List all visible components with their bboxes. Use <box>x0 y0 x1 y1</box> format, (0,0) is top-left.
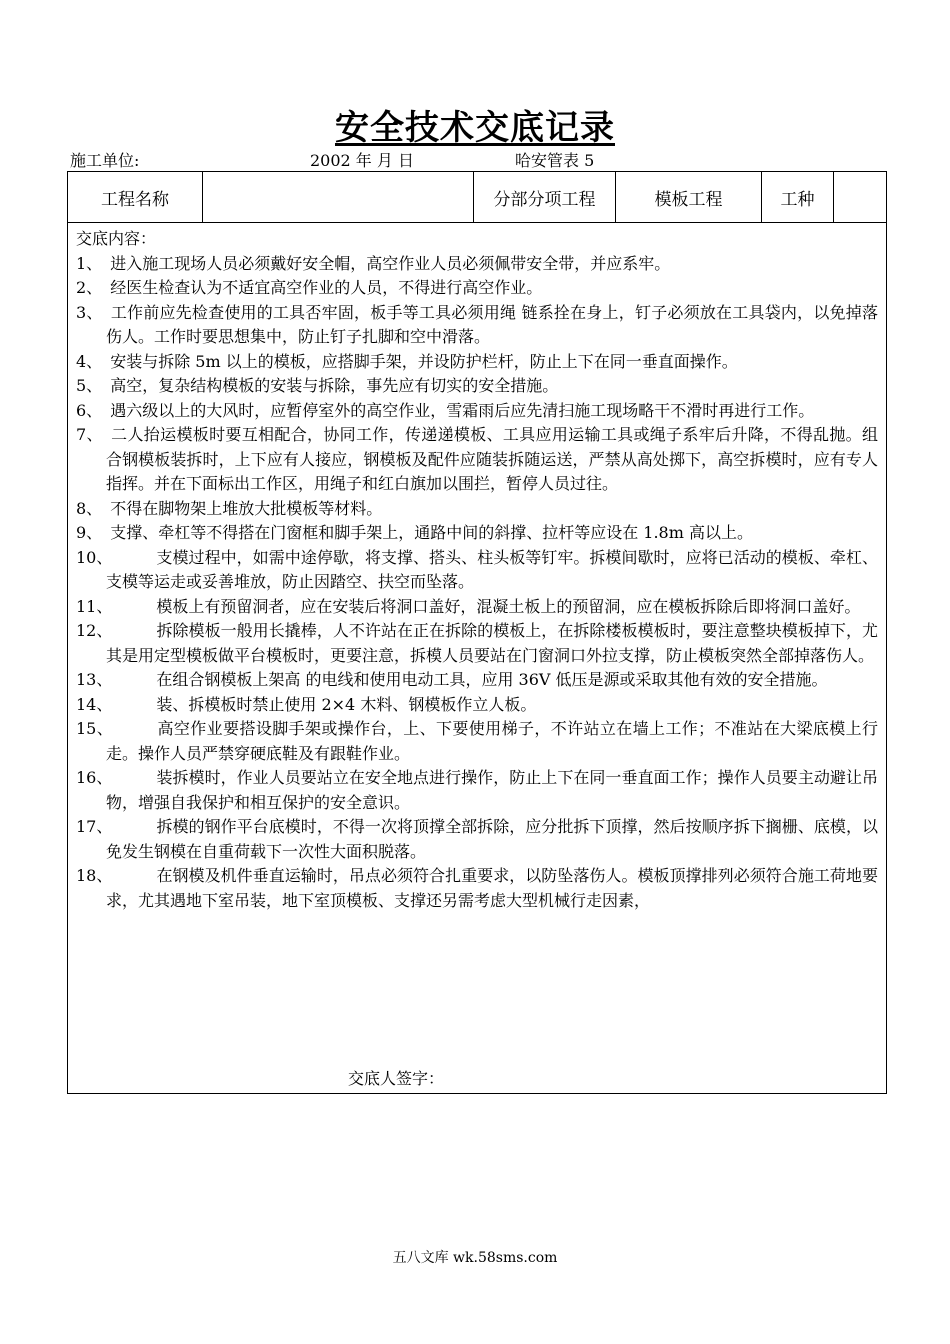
date-field: 2002 年 月 日 <box>310 151 414 170</box>
list-item-text: 高空作业要搭设脚手架或操作台，上、下要使用梯子，不许站立在墙上工作；不准站在大梁底模上行走。操作人员严禁穿硬底鞋及有跟鞋作业。 <box>106 719 878 763</box>
list-item <box>76 350 878 375</box>
disclosure-table <box>67 171 887 1094</box>
list-item-text: 不得在脚物架上堆放大批模板等材料。 <box>110 498 383 518</box>
construction-unit-label: 施工单位: <box>70 151 140 170</box>
list-item <box>76 766 878 815</box>
disclosure-list <box>76 252 878 914</box>
list-item-number: 1、 <box>76 253 103 273</box>
list-item-text: 安装与拆除 5m 以上的模板，应搭脚手架，并设防护栏杆，防止上下在同一垂直面操作。 <box>110 351 738 371</box>
list-item <box>76 497 878 522</box>
project-name-label: 工程名称 <box>68 172 203 222</box>
list-item <box>76 619 878 668</box>
list-item-number: 13、 <box>76 670 113 689</box>
list-item <box>76 815 878 864</box>
list-item <box>76 301 878 350</box>
list-item-number: 7、 <box>76 425 103 444</box>
list-item-number: 4、 <box>76 351 103 371</box>
list-item-text: 装拆模时，作业人员要站立在安全地点进行操作，防止上下在同一垂直面工作；操作人员要主动避让吊物，增强自我保护和相互保护的安全意识。 <box>106 768 878 812</box>
trade-label: 工种 <box>762 172 834 222</box>
form-number: 哈安管表 5 <box>515 151 595 170</box>
list-item <box>76 423 878 497</box>
list-item-text: 支模过程中，如需中途停歇，将支撑、搭头、柱头板等钉牢。拆模间歇时，应将已活动的模板、牵杠、支模等运走或妥善堆放，防止因踏空、扶空而坠落。 <box>106 547 878 591</box>
list-item-number: 17、 <box>76 817 113 836</box>
list-item-number: 2、 <box>76 278 103 297</box>
list-item-text: 模板上有预留洞者，应在安装后将洞口盖好，混凝土板上的预留洞，应在模板拆除后即将洞口盖好。 <box>156 596 861 616</box>
list-item-text: 在组合钢模板上架高 的电线和使用电动工具，应用 36V 低压是源或采取其他有效的安全措施。 <box>156 670 828 689</box>
list-item <box>76 864 878 913</box>
list-item <box>76 252 878 277</box>
page-title: 安全技术交底记录 <box>335 108 615 148</box>
footer-watermark: 五八文库 wk.58sms.com <box>392 1250 558 1266</box>
list-item-number: 10、 <box>76 547 113 567</box>
trade-value[interactable] <box>834 172 886 222</box>
list-item-number: 15、 <box>76 719 114 738</box>
list-item-text: 经医生检查认为不适宜高空作业的人员，不得进行高空作业。 <box>110 278 543 297</box>
list-item-text: 进入施工现场人员必须戴好安全帽，高空作业人员必须佩带安全带，并应系牢。 <box>110 253 671 273</box>
list-item-text: 在钢模及机件垂直运输时，吊点必须符合扎重要求，以防坠落伤人。模板顶撑排列必须符合施工荷地要求，尤其遇地下室吊装，地下室顶模板、支撑还另需考虑大型机械行走因素， <box>106 866 878 910</box>
list-item-number: 11、 <box>76 596 113 616</box>
list-item-number: 8、 <box>76 498 103 518</box>
list-item-text: 拆除模板一般用长撬棒，人不许站在正在拆除的模板上，在拆除楼板模板时，要注意整块模板掉下，尤其是用定型模板做平台模板时，更要注意，拆模人员要站在门窗洞口外拉支撑，防止模板突然全部掉落伤人。 <box>106 621 878 665</box>
list-item-text: 拆模的钢作平台底模时，不得一次将顶撑全部拆除，应分批拆下顶撑，然后按顺序拆下搁栅、底模，以免发生钢模在自重荷载下一次性大面积脱落。 <box>106 817 878 861</box>
list-item <box>76 374 878 399</box>
list-item-text: 工作前应先检查使用的工具否牢固，板手等工具必须用绳 链系拴在身上，钉子必须放在工具袋内，以免掉落伤人。工作时要思想集中，防止钉子扎脚和空中滑落。 <box>106 302 878 346</box>
list-item <box>76 693 878 718</box>
list-item-text: 装、拆模板时禁止使用 2×4 木料、钢模板作立人板。 <box>156 694 537 714</box>
subproject-label: 分部分项工程 <box>474 172 616 222</box>
list-item <box>76 668 878 693</box>
list-item-number: 12、 <box>76 621 113 640</box>
list-item-number: 16、 <box>76 768 113 787</box>
list-item <box>76 521 878 546</box>
list-item <box>76 276 878 301</box>
list-item-text: 高空，复杂结构模板的安装与拆除，事先应有切实的安全措施。 <box>110 376 559 395</box>
disclosure-content <box>68 223 886 1093</box>
list-item-number: 9、 <box>76 523 103 542</box>
list-item <box>76 399 878 424</box>
list-item-number: 6、 <box>76 400 103 420</box>
list-item-text: 支撑、牵杠等不得搭在门窗框和脚手架上，通路中间的斜撑、拉杆等应设在 1.8m 高以上。 <box>110 523 753 542</box>
list-item-number: 5、 <box>76 376 103 395</box>
list-item-text: 二人抬运模板时要互相配合，协同工作，传递递模板、工具应用运输工具或绳子系牢后升降，不得乱抛。组合钢模板装拆时，上下应有人接应，钢模板及配件应随装拆随运送，严禁从高处掷下，高空拆模时，应有专人指挥。并在下面标出工作区，用绳子和红白旗加以围拦，暂停人员过往。 <box>106 425 878 493</box>
content-label: 交底内容： <box>76 229 157 248</box>
list-item-number: 3、 <box>76 302 103 322</box>
table-header-row <box>68 172 886 223</box>
subproject-value[interactable]: 模板工程 <box>616 172 762 222</box>
list-item <box>76 546 878 595</box>
list-item-number: 18、 <box>76 866 113 885</box>
list-item <box>76 595 878 620</box>
project-name-value[interactable] <box>203 172 474 222</box>
list-item-number: 14、 <box>76 694 113 714</box>
list-item <box>76 717 878 766</box>
signature-label: 交底人签字： <box>348 1069 445 1088</box>
list-item-text: 遇六级以上的大风时，应暂停室外的高空作业，雪霜雨后应先清扫施工现场略干不滑时再进行工作。 <box>110 400 815 420</box>
